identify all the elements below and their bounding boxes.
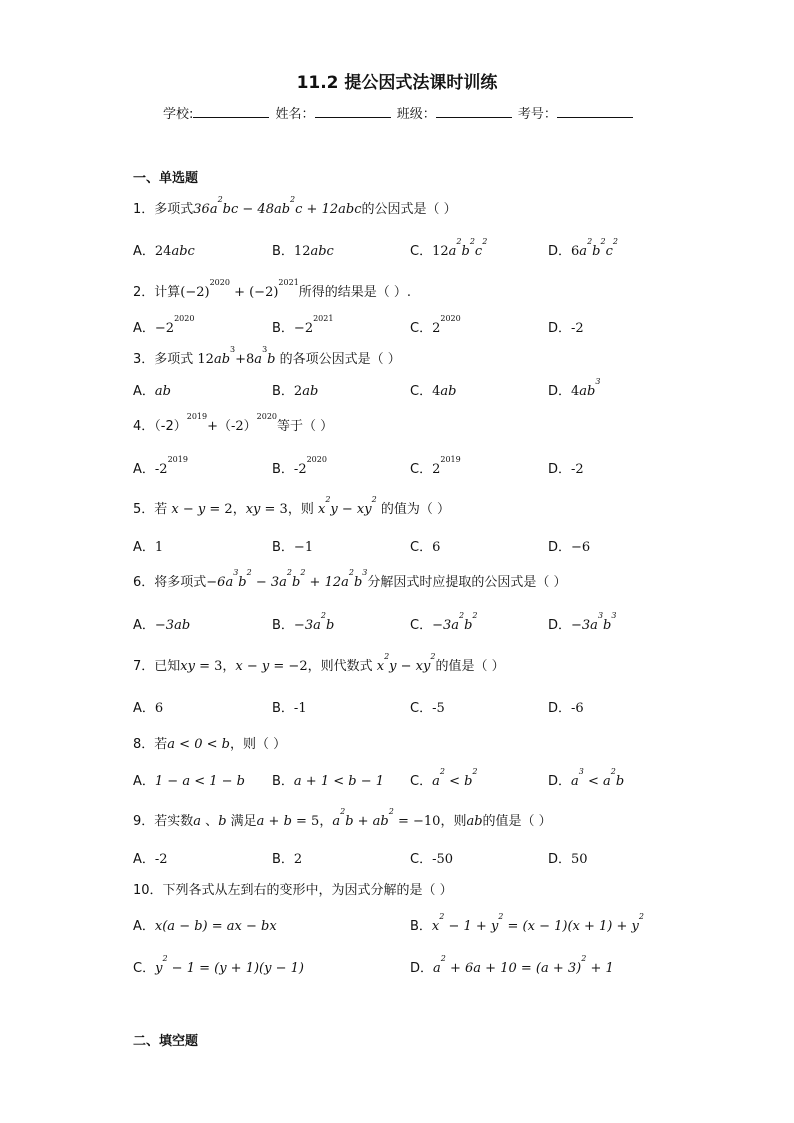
option-letter: A． [133, 244, 155, 259]
page-title: 11.2 提公因式法课时训练 [296, 73, 498, 93]
q10-option-a[interactable]: A．x(a − b) = ax − bx [133, 919, 277, 934]
q9-option-b[interactable]: B．2 [272, 852, 303, 867]
question-5: 5．若 x − y = 2，xy = 3，则 $x^2y - xy^2$ 的值为（ ） [133, 495, 450, 517]
option-letter: A． [133, 852, 155, 867]
class-blank [436, 105, 512, 118]
q6-suffix: 分解因式时应提取的公因式是（ ） [367, 575, 567, 590]
q2-option-d[interactable]: D．-2 [548, 321, 584, 336]
q6-expr: $-6a^3b^2 - 3a^2b^2 + 12a^2b^3$ [206, 568, 368, 590]
q10-options-row1 [133, 912, 693, 934]
q1-option-b[interactable]: B．12abc [272, 244, 334, 259]
option-letter: D． [548, 618, 572, 633]
option-letter: B． [272, 384, 294, 399]
option-letter: B． [272, 701, 294, 716]
option-letter: D． [410, 961, 434, 976]
q2-option-c[interactable]: C．$2^{2020}$ [410, 314, 461, 336]
q2-suffix: 所得的结果是（ ）. [298, 285, 412, 300]
q1-options [133, 237, 693, 259]
q3-prefix: 3．多项式 [133, 352, 198, 367]
q5-option-b[interactable]: B．−1 [272, 540, 314, 555]
question-2 [133, 278, 412, 300]
q4-option-a[interactable]: A．$-2^{2019}$ [133, 455, 188, 477]
name-blank [315, 105, 391, 118]
q4-option-b[interactable]: B．$-2^{2020}$ [272, 455, 327, 477]
q6-prefix: 6．将多项式 [133, 575, 207, 590]
q2-expr: $(-2)^{2020} + (-2)^{2021}$ [180, 278, 299, 300]
option-letter: D． [548, 701, 572, 716]
q6-options [133, 611, 693, 633]
school-label: 学校: [163, 107, 194, 122]
q9-prefix: 9．若实数 [133, 814, 194, 829]
q9-options [133, 848, 693, 866]
option-letter: D． [548, 384, 572, 399]
q9-option-c[interactable]: C．-50 [410, 852, 454, 867]
q5-prefix: 5．若 [133, 502, 172, 517]
q7-option-a[interactable]: A．6 [133, 701, 164, 716]
q7-option-b[interactable]: B．-1 [272, 701, 307, 716]
option-letter: D． [548, 774, 572, 789]
q4-options [133, 455, 693, 477]
option-letter: D． [548, 462, 572, 477]
q1-expr: $36a^2bc - 48ab^2c + 12abc$ [193, 195, 362, 217]
q7-expr: xy [180, 659, 195, 674]
class-label: 班级： [396, 107, 436, 122]
option-letter: D． [548, 321, 572, 336]
q3-expr: $12ab^3+8a^3b$ [197, 345, 276, 367]
q3-option-b[interactable]: B．2ab [272, 384, 319, 399]
option-letter: B． [272, 852, 294, 867]
number-blank [557, 105, 633, 118]
option-letter: C． [410, 852, 433, 867]
option-letter: C． [410, 384, 433, 399]
option-letter: D． [548, 540, 572, 555]
q10-option-c[interactable]: C．$y^2 - 1 = (y + 1)(y - 1)$ [133, 954, 304, 976]
q10-prefix: 10．下列各式从左到右的变形中，为因式分解的是（ ） [133, 883, 453, 898]
q8-prefix: 8．若 [133, 737, 168, 752]
q8-options [133, 767, 693, 789]
q10-option-b[interactable]: B．$x^2 - 1 + y^2 = (x - 1)(x + 1) + y^2$ [410, 912, 644, 934]
q7-options [133, 697, 693, 715]
option-letter: B． [272, 462, 294, 477]
q9-option-a[interactable]: A．-2 [133, 852, 168, 867]
question-4 [133, 412, 334, 434]
option-letter: A． [133, 540, 155, 555]
q9-suffix: 的值是（ ） [482, 814, 552, 829]
option-letter: C． [410, 774, 433, 789]
q3-option-a[interactable]: A．ab [133, 384, 171, 399]
option-letter: B． [272, 321, 294, 336]
option-letter: A． [133, 919, 155, 934]
q6-option-b[interactable]: B．$-3a^2b$ [272, 611, 335, 633]
q8-suffix: ，则（ ） [229, 737, 287, 752]
section-fill-blank: 二、填空题 [133, 1034, 199, 1049]
option-letter: B． [272, 774, 294, 789]
option-letter: C． [410, 462, 433, 477]
option-letter: C． [410, 618, 433, 633]
q4-option-d[interactable]: D．-2 [548, 462, 584, 477]
option-letter: A． [133, 618, 155, 633]
q1-option-a[interactable]: A．24abc [133, 244, 195, 259]
q8-option-b[interactable]: B．a + 1 < b − 1 [272, 774, 385, 789]
q5-options [133, 536, 693, 554]
q2-option-a[interactable]: A．$-2^{2020}$ [133, 314, 195, 336]
section-single-choice: 一、单选题 [133, 171, 199, 186]
q8-expr: a < 0 < b [167, 737, 230, 752]
question-7: 7．已知xy = 3，x − y = −2，则代数式 $x^2y - xy^2$的值是（ ） [133, 652, 505, 674]
q9-expr: a [193, 814, 202, 829]
q4-prefix: 4．（-2） [133, 419, 187, 434]
question-8 [133, 733, 286, 752]
q6-option-a[interactable]: A．−3ab [133, 618, 191, 633]
q7-prefix: 7．已知 [133, 659, 181, 674]
q9-option-d[interactable]: D．50 [548, 852, 588, 867]
option-letter: A． [133, 774, 155, 789]
q3-option-c[interactable]: C．4ab [410, 384, 457, 399]
name-label: 姓名： [275, 107, 315, 122]
q6-option-d[interactable]: D．$-3a^3b^3$ [548, 611, 617, 633]
option-letter: C． [410, 321, 433, 336]
q5-option-c[interactable]: C．6 [410, 540, 441, 555]
option-letter: B． [272, 618, 294, 633]
question-9: 9．若实数a 、b 满足a + b = 5，$a^2b + ab^2 = -10$，则ab的值是（ ） [133, 807, 552, 829]
option-letter: B． [272, 244, 294, 259]
q4-expr: $^{2019}+(-2)^{2020}$ [186, 412, 278, 434]
question-1 [133, 195, 457, 217]
option-letter: B． [410, 919, 432, 934]
q6-option-c[interactable]: C．$-3a^2b^2$ [410, 611, 478, 633]
student-info-row [163, 103, 635, 122]
question-6 [133, 568, 567, 590]
q1-option-c[interactable]: C．$12a^2b^2c^2$ [410, 237, 488, 259]
q3-suffix: 的各项公因式是（ ） [275, 352, 401, 367]
option-letter: D． [548, 852, 572, 867]
q1-prefix: 1．多项式 [133, 202, 194, 217]
option-letter: C． [410, 244, 433, 259]
q10-option-d[interactable]: D．$a^2 + 6a + 10 = (a + 3)^2 + 1$ [410, 954, 614, 976]
q2-prefix: 2．计算 [133, 285, 181, 300]
q5-option-a[interactable]: A．1 [133, 540, 164, 555]
q8-option-a[interactable]: A．1 − a < 1 − b [133, 774, 245, 789]
q2-options [133, 314, 693, 336]
q7-option-d[interactable]: D．-6 [548, 701, 584, 716]
option-letter: A． [133, 384, 155, 399]
q7-suffix: 的值是（ ） [435, 659, 505, 674]
q3-option-d[interactable]: D．$4ab^3$ [548, 377, 601, 399]
q2-option-b[interactable]: B．$-2^{2021}$ [272, 314, 334, 336]
q8-option-c[interactable]: C．$a^2 < b^2$ [410, 767, 478, 789]
question-3 [133, 345, 401, 367]
q10-options-row2 [133, 954, 693, 976]
q8-option-d[interactable]: D．$a^3 < a^2b$ [548, 767, 625, 789]
option-letter: C． [133, 961, 156, 976]
q4-option-c[interactable]: C．$2^{2019}$ [410, 455, 461, 477]
option-letter: B． [272, 540, 294, 555]
q1-option-d[interactable]: D．$6a^2b^2c^2$ [548, 237, 618, 259]
q7-option-c[interactable]: C．-5 [410, 701, 445, 716]
q5-expr: x − y = 2 [171, 502, 233, 517]
q5-option-d[interactable]: D．−6 [548, 540, 591, 555]
number-label: 考号： [517, 107, 557, 122]
q3-options [133, 377, 693, 399]
q5-suffix: 的值为（ ） [376, 502, 450, 517]
option-letter: A． [133, 321, 155, 336]
option-letter: C． [410, 701, 433, 716]
q1-suffix: 的公因式是（ ） [361, 202, 457, 217]
school-blank [193, 105, 269, 118]
option-letter: A． [133, 462, 155, 477]
option-letter: D． [548, 244, 572, 259]
option-letter: A． [133, 701, 155, 716]
option-letter: C． [410, 540, 433, 555]
question-10 [133, 879, 453, 898]
q4-suffix: 等于（ ） [277, 419, 334, 434]
